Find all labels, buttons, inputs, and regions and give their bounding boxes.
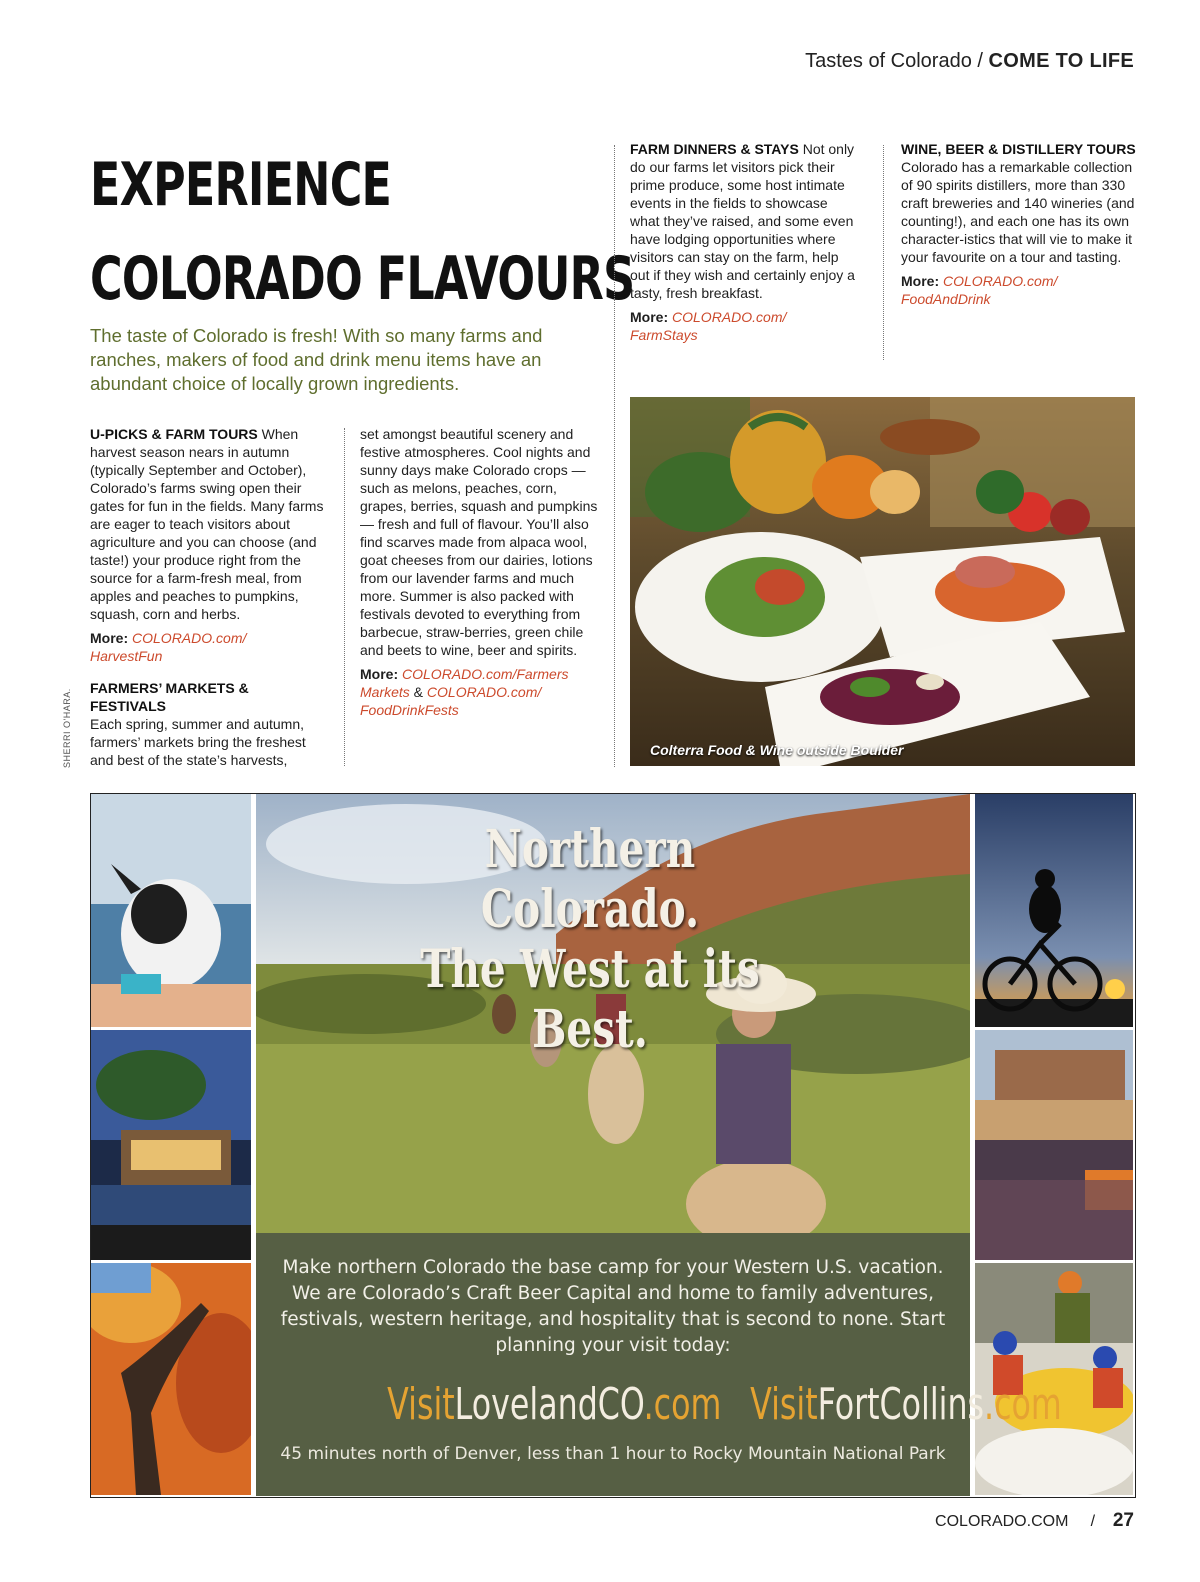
url-part: .com [643,1379,722,1430]
ad-title-line1: Northern Colorado. [480,819,700,940]
wine-more [901,272,1137,308]
markets-link-1[interactable]: COLORADO.com/Farmers [402,666,569,682]
markets-body: Each spring, summer and autumn, farmers’ markets bring the freshest and best of the state’s harvests, [90,716,306,768]
upicks-paragraph [90,425,326,623]
footer-site: COLORADO.COM [935,1513,1069,1530]
dog-photo-illustration [91,794,251,1027]
column-3 [630,140,858,350]
upicks-heading: U-PICKS & FARM TOURS [90,426,258,442]
food-photo-illustration [630,397,1135,766]
url-part: FortCollins [817,1379,985,1430]
column-divider [344,428,345,766]
more-label: More: [360,666,399,682]
upicks-link[interactable]: COLORADO.com/ [132,630,247,646]
farmdinners-paragraph [630,140,858,302]
column-divider [883,145,884,360]
more-label: More: [630,309,669,325]
page-footer [935,1510,1134,1532]
markets-link-2-cont[interactable]: FoodDrinkFests [360,702,459,718]
more-label: More: [90,630,129,646]
upicks-link-cont[interactable]: HarvestFun [90,648,163,664]
upicks-body: When harvest season nears in autumn (typically September and October), Colorado’s farms swing open their gates for fun in the fields. Many farms are eager to teach visitors about agriculture and you can choose (and taste!) your produce right from the source for a farm-fresh meal, from apples and peaches to pumpkins, squash, corn and herbs. [90,426,324,622]
page-title-line2: COLORADO FLAVOURS [90,244,635,314]
ad-photo-cyclist [975,794,1133,1027]
fortcollins-url[interactable] [750,1379,1062,1430]
ad-title-line2: The West at its Best. [420,939,760,1060]
food-photo-caption: Colterra Food & Wine outside Boulder [650,742,904,758]
footer-separator: / [1090,1513,1096,1530]
more-label: More: [901,273,940,289]
markets-paragraph [90,679,326,769]
section-name: Tastes of Colorado [805,50,972,72]
wine-link[interactable]: COLORADO.com/ [943,273,1058,289]
more-and: & [409,684,427,700]
ad-urls-inner [387,1375,1062,1435]
farmdinners-more [630,308,858,344]
markets-more [360,665,600,719]
markets-link-1-cont[interactable]: Markets [360,684,410,700]
ad-photo-concert [91,1030,251,1260]
section-tag: COME TO LIFE [988,50,1134,72]
markets-heading: FARMERS’ MARKETS & FESTIVALS [90,680,249,714]
farmdinners-link-cont[interactable]: FarmStays [630,327,698,343]
sculpture-photo-illustration [91,1263,251,1495]
wine-heading: WINE, BEER & DISTILLERY TOURS [901,141,1136,157]
url-part: .com [984,1379,1062,1430]
concert-photo-illustration [91,1030,251,1260]
loveland-url[interactable] [387,1379,721,1430]
photo-credit: SHERRI O'HARA. [62,688,72,768]
farmdinners-link[interactable]: COLORADO.com/ [672,309,787,325]
url-part: Visit [387,1379,455,1430]
markets-link-2[interactable]: COLORADO.com/ [426,684,542,700]
url-part: LovelandCO [454,1379,644,1430]
ad-urls [256,1375,1062,1435]
url-part: Visit [750,1379,818,1430]
food-photo [630,397,1135,766]
farmdinners-heading: FARM DINNERS & STAYS [630,141,799,157]
wine-link-cont[interactable]: FoodAndDrink [901,291,991,307]
intro-paragraph: The taste of Colorado is fresh! With so many farms and ranches, makers of food and drink menu items have an abundant choice of locally grown ingredients. [90,325,543,394]
page-title-line1: EXPERIENCE [90,150,392,220]
farmdinners-body: Not only do our farms let visitors pick their prime produce, some host intimate events in the fields to showcase what they’ve raised, and some even have lodging opportunities where visitors can stay on the farm, help out if they wish and certainly enjoy a tasty, fresh breakfast. [630,141,855,301]
ad-footer-text: 45 minutes north of Denver, less than 1 hour to Rocky Mountain National Park [280,1444,946,1464]
page-title [90,138,635,326]
running-header [805,50,1134,73]
upicks-more [90,629,326,665]
ad-photo-festival [975,1030,1133,1260]
header-separator: / [977,50,983,72]
wine-body: Colorado has a remarkable collection of 90 spirits distillers, more than 330 craft breweries and 140 wineries (and counting!), and each one has its own character-istics that will vie to make it your favourite on a tour and tasting. [901,159,1135,265]
cyclist-photo-illustration [975,794,1133,1027]
ad-title [372,820,809,1060]
column-2 [360,425,600,725]
markets-body-cont: set amongst beautiful scenery and festive atmospheres. Cool nights and sunny days make Colorado crops — such as melons, peaches, corn, grapes, berries, squash and pumpkins — fresh and full of flavour. You’ll also find scarves made from alpaca wool, goat cheeses from our dairies, lotions from our lavender farms and much more. Summer is also packed with festivals devoted to everything from barbecue, straw-berries, green chile and beets to wine, beer and spirits. [360,426,598,658]
column-1 [90,425,326,775]
festival-photo-illustration [975,1030,1133,1260]
column-4 [901,140,1137,314]
ad-photo-dog-lake [91,794,251,1027]
ad-photo-sculpture [91,1263,251,1495]
ad-body-text: Make northern Colorado the base camp for your Western U.S. vacation. We are Colorado’s Craft Beer Capital and home to family adventures, festivals, western heritage, and hospitality that is second to none. Start planning your visit today: [280,1257,946,1356]
wine-paragraph [901,140,1137,266]
page-number: 27 [1112,1510,1134,1531]
column-divider [614,145,615,767]
